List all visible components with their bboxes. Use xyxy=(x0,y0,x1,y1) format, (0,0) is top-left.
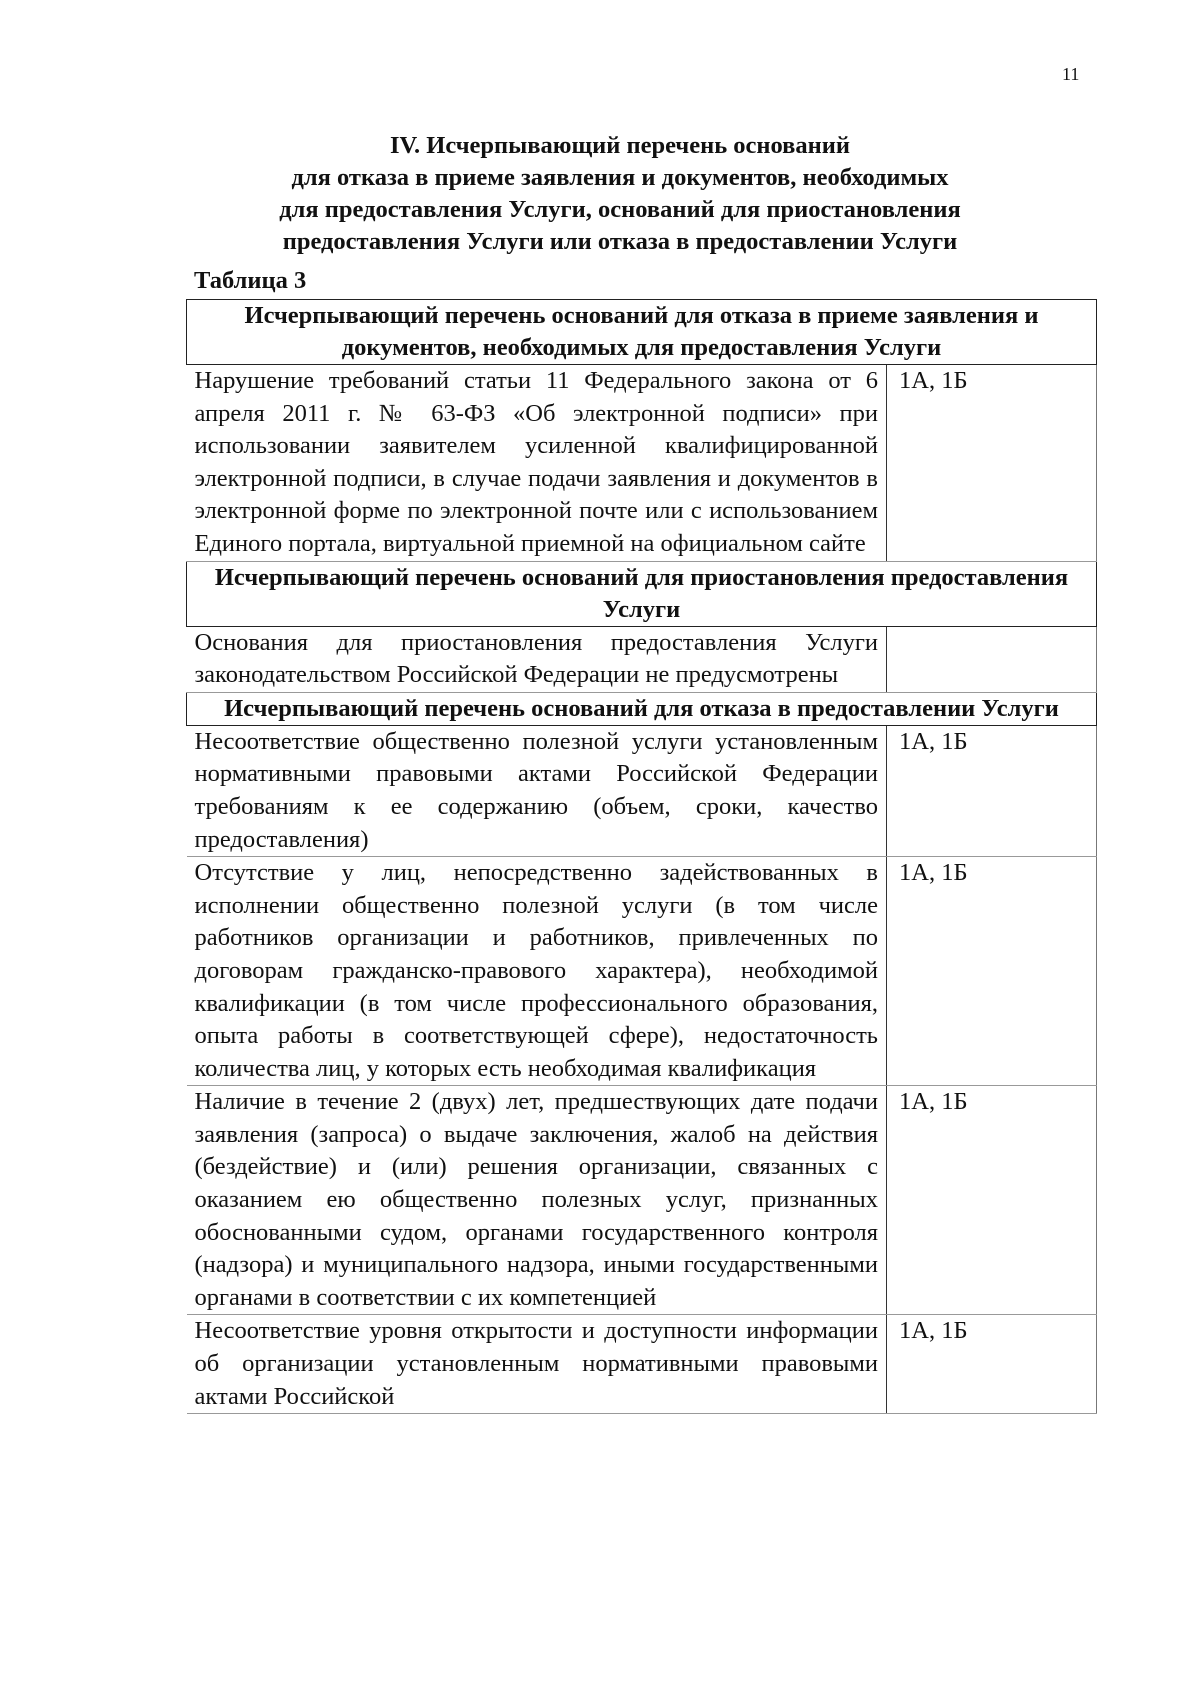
section-heading xyxy=(190,130,1050,258)
table-section-header xyxy=(187,692,1097,725)
section-title: Исчерпывающий перечень оснований для отказа в предоставлении Услуги xyxy=(187,692,1097,725)
heading-line: для предоставления Услуги, оснований для приостановления xyxy=(279,196,961,223)
table-row xyxy=(187,857,1097,1086)
heading-line: предоставления Услуги или отказа в предоставлении Услуги xyxy=(282,228,958,255)
ground-code: 1А, 1Б xyxy=(887,365,1097,562)
table-section-header xyxy=(187,561,1097,626)
heading-line: для отказа в приеме заявления и документов, необходимых xyxy=(291,164,949,191)
page-number: 11 xyxy=(1062,64,1080,84)
heading-line: IV. Исчерпывающий перечень оснований xyxy=(389,132,851,159)
table-row xyxy=(187,1086,1097,1315)
ground-text: Несоответствие уровня открытости и доступности информации об организации установленным нормативными правовыми актами Российской xyxy=(187,1315,887,1414)
section-title: Исчерпывающий перечень оснований для приостановления предоставления Услуги xyxy=(187,561,1097,626)
ground-code: 1А, 1Б xyxy=(887,725,1097,856)
table-row xyxy=(187,365,1097,562)
ground-code: 1А, 1Б xyxy=(887,857,1097,1086)
table-section-header xyxy=(187,300,1097,365)
ground-text: Нарушение требований статьи 11 Федерального закона от 6 апреля 2011 г. № 63-ФЗ «Об электронной подписи» при использовании заявителем усиленной квалифицированной электронной подписи, в случае подачи заявления и документов в электронной форме по электронной почте или с использованием Единого портала, виртуальной приемной на официальном сайте xyxy=(187,365,887,562)
ground-text: Отсутствие у лиц, непосредственно задействованных в исполнении общественно полезной услуги (в том числе работников организации и работников, привлеченных по договорам гражданско-правового характера), необходимой квалификации (в том числе профессионального образования, опыта работы в соответствующей сфере), недостаточность количества лиц, у которых есть необходимая квалификация xyxy=(187,857,887,1086)
ground-code: 1А, 1Б xyxy=(887,1086,1097,1315)
ground-text: Основания для приостановления предоставления Услуги законодательством Российской Федерации не предусмотрены xyxy=(187,626,887,692)
ground-text: Несоответствие общественно полезной услуги установленным нормативными правовыми актами Российской Федерации требованиям к ее содержанию (объем, сроки, качество предоставления) xyxy=(187,725,887,856)
section-title: Исчерпывающий перечень оснований для отказа в приеме заявления и документов, необходимых для предоставления Услуги xyxy=(187,300,1097,365)
ground-code: 1А, 1Б xyxy=(887,1315,1097,1414)
ground-code xyxy=(887,626,1097,692)
ground-text: Наличие в течение 2 (двух) лет, предшествующих дате подачи заявления (запроса) о выдаче заключения, жалоб на действия (бездействие) и (или) решения организации, связанных с оказанием ею общественно полезных услуг, признанных обоснованными судом, органами государственного контроля (надзора) и муниципального надзора, иными государственными органами в соответствии с их компетенцией xyxy=(187,1086,887,1315)
table-row xyxy=(187,725,1097,856)
table-row xyxy=(187,626,1097,692)
table-row xyxy=(187,1315,1097,1414)
grounds-table xyxy=(186,299,1097,1414)
table-caption: Таблица 3 xyxy=(194,267,307,294)
